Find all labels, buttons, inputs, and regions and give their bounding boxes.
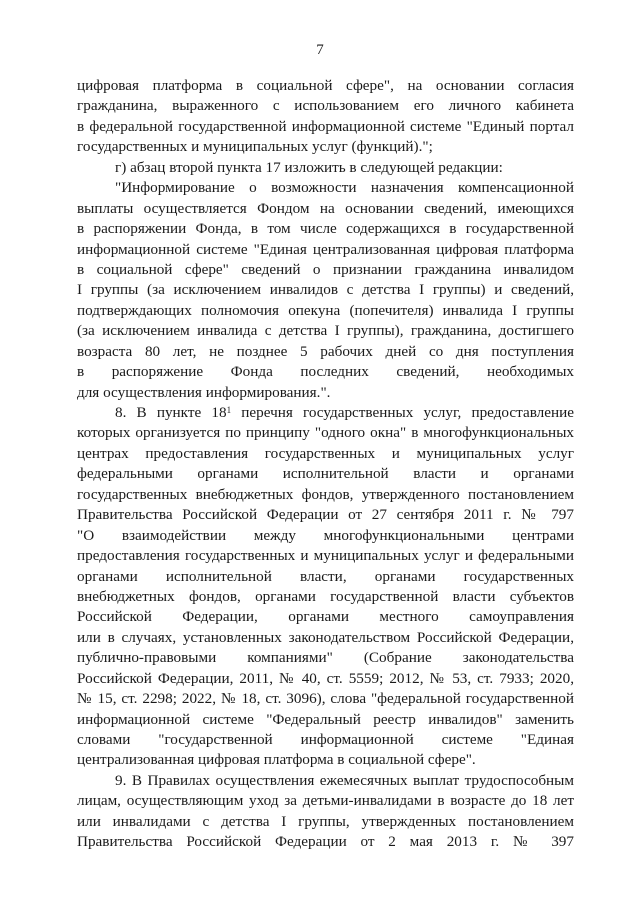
text-line: I группы (за исключением инвалидов с детства I группы) и сведений, xyxy=(77,281,574,299)
text-segment: 8. В пункте 18 xyxy=(115,404,227,421)
text-line: информационной системе "Федеральный реестр инвалидов" заменить xyxy=(77,710,574,728)
text-line: которых организуется по принципу "одного окна" в многофункциональных xyxy=(77,424,574,442)
text-line: государственных и муниципальных услуг (функций)."; xyxy=(77,138,433,156)
text-line: "О взаимодействии между многофункциональными центрами xyxy=(77,526,574,544)
text-line: Российской Федерации, 2011, № 40, ст. 5559; 2012, № 53, ст. 7933; 2020, xyxy=(77,669,574,687)
page-number: 7 xyxy=(316,42,324,58)
text-line: Российской Федерации, органами местного самоуправления xyxy=(77,608,574,626)
text-line: словами "государственной информационной системе "Единая xyxy=(77,731,574,748)
text-line: в распоряжение Фонда последних сведений, необходимых xyxy=(77,363,574,381)
text-line: органами исполнительной власти, органами государственных xyxy=(77,567,574,585)
text-line: информационной системе "Единая централизованная цифровая платформа xyxy=(77,240,574,258)
superscript: 1 xyxy=(226,404,232,415)
text-line: гражданина, выраженного с использованием его личного кабинета xyxy=(77,97,574,115)
text-line: централизованная цифровая платформа в социальной сфере". xyxy=(77,751,476,769)
text-line: Правительства Российской Федерации от 2 мая 2013 г. № 397 xyxy=(77,833,574,851)
text-line: федеральными органами исполнительной власти и органами xyxy=(77,465,574,483)
text-line: № 15, ст. 2298; 2022, № 18, ст. 3096), слова "федеральной государственной xyxy=(77,690,574,708)
text-line: цифровая платформа в социальной сфере", на основании согласия xyxy=(77,77,574,94)
text-line: лицам, осуществляющим уход за детьми-инвалидами в возрасте до 18 лет xyxy=(77,792,574,810)
text-line: предоставления государственных и муниципальных услуг и федеральными xyxy=(77,547,574,565)
text-line: "Информирование о возможности назначения компенсационной xyxy=(115,179,574,197)
text-line: публично-правовыми компаниями" (Собрание законодательства xyxy=(77,649,574,667)
text-line: Правительства Российской Федерации от 27 сентября 2011 г. № 797 xyxy=(77,506,574,524)
text-line: подтверждающих полномочия опекуна (попечителя) инвалида I группы xyxy=(77,301,574,319)
text-segment: перечня государственных услуг, предоставление xyxy=(231,404,574,421)
text-line: (за исключением инвалида с детства I группы), гражданина, достигшего xyxy=(77,322,574,340)
text-line: выплаты осуществляется Фондом на основании сведений, имеющихся xyxy=(77,199,574,217)
text-line: возраста 80 лет, не позднее 5 рабочих дней со дня поступления xyxy=(77,342,574,360)
text-line: государственных внебюджетных фондов, утвержденного постановлением xyxy=(77,485,574,503)
text-line: г) абзац второй пункта 17 изложить в следующей редакции: xyxy=(115,158,503,176)
text-line: или инвалидами с детства I группы, утвержденных постановлением xyxy=(77,812,574,830)
text-line: в федеральной государственной информационной системе "Единый портал xyxy=(77,117,574,135)
text-line: 9. В Правилах осуществления ежемесячных выплат трудоспособным xyxy=(115,771,574,789)
text-line: внебюджетных фондов, органами государственной власти субъектов xyxy=(77,587,574,605)
text-line: в социальной сфере" сведений о признании гражданина инвалидом xyxy=(77,260,574,278)
text-line: или в случаях, установленных законодательством Российской Федерации, xyxy=(77,628,574,646)
text-line: для осуществления информирования.". xyxy=(77,383,331,401)
text-line: центрах предоставления государственных и муниципальных услуг xyxy=(77,444,574,462)
text-line: в распоряжении Фонда, в том числе содержащихся в государственной xyxy=(77,220,574,238)
document-body xyxy=(77,76,574,853)
text-line xyxy=(77,403,574,423)
